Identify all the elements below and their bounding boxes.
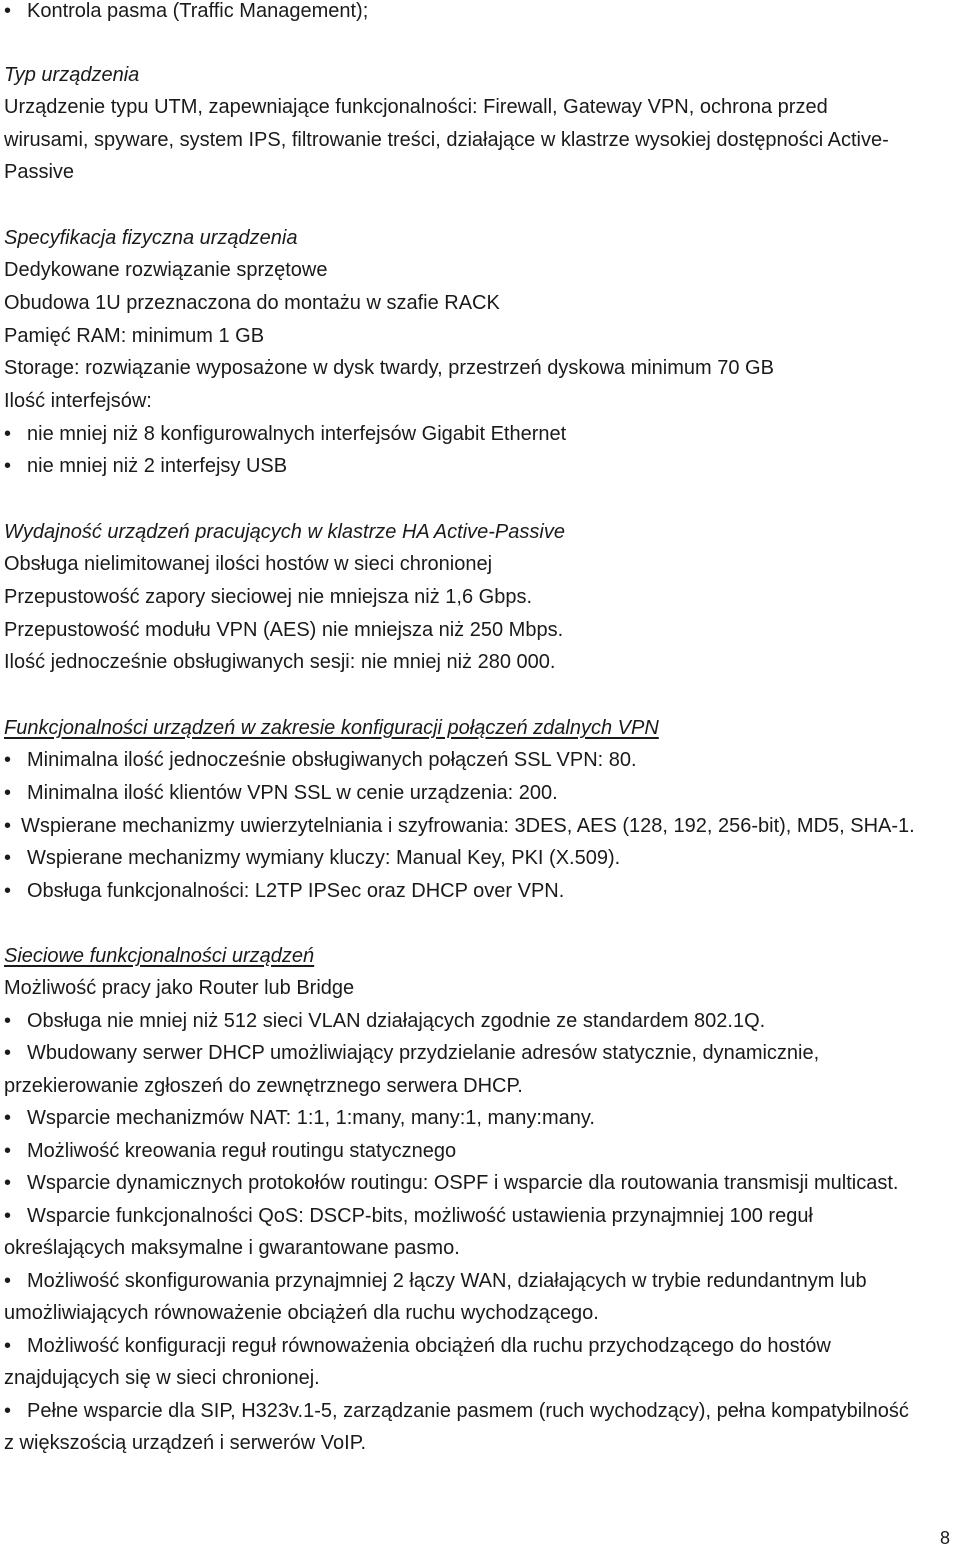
section-heading-performance: Wydajność urządzeń pracujących w klastrze HA Active-Passive (4, 521, 565, 543)
list-item-continuation: z większością urządzeń i serwerów VoIP. (4, 1432, 367, 1454)
paragraph-line: Passive (4, 161, 75, 183)
list-item: Wspierane mechanizmy wymiany kluczy: Manual Key, PKI (X.509). (27, 847, 621, 869)
list-item: Pełne wsparcie dla SIP, H323v.1-5, zarządzanie pasmem (ruch wychodzący), pełna kompatybilność (27, 1400, 909, 1422)
paragraph-line: Przepustowość zapory sieciowej nie mniejsza niż 1,6 Gbps. (4, 586, 533, 608)
bullet-marker (4, 1330, 24, 1363)
section-heading-network: Sieciowe funkcjonalności urządzeń (4, 945, 315, 967)
list-item: Możliwość kreowania reguł routingu statycznego (27, 1140, 457, 1162)
list-item: Minimalna ilość jednocześnie obsługiwanych połączeń SSL VPN: 80. (27, 749, 637, 771)
bullet-marker (4, 1005, 24, 1038)
list-item: Możliwość skonfigurowania przynajmniej 2 łączy WAN, działających w trybie redundantnym lub (27, 1270, 867, 1292)
list-item: Obsługa funkcjonalności: L2TP IPSec oraz DHCP over VPN. (27, 880, 565, 902)
bullet-marker (4, 450, 24, 483)
list-item-continuation: określających maksymalne i gwarantowane pasmo. (4, 1237, 460, 1259)
list-item: Wsparcie funkcjonalności QoS: DSCP-bits, możliwość ustawienia przynajmniej 100 reguł (27, 1205, 813, 1227)
list-item: Obsługa nie mniej niż 512 sieci VLAN działających zgodnie ze standardem 802.1Q. (27, 1010, 766, 1032)
list-item: Wsparcie dynamicznych protokołów routingu: OSPF i wsparcie dla routowania transmisji multicast. (27, 1172, 899, 1194)
paragraph-line: Ilość interfejsów: (4, 390, 152, 412)
bullet-marker (4, 0, 24, 28)
list-item-continuation: znajdujących się w sieci chronionej. (4, 1367, 320, 1389)
list-item-continuation: przekierowanie zgłoszeń do zewnętrznego serwera DHCP. (4, 1075, 523, 1097)
list-item: nie mniej niż 2 interfejsy USB (27, 455, 288, 477)
paragraph-line: Storage: rozwiązanie wyposażone w dysk twardy, przestrzeń dyskowa minimum 70 GB (4, 357, 774, 379)
list-item: Możliwość konfiguracji reguł równoważenia obciążeń dla ruchu przychodzącego do hostów (27, 1335, 831, 1357)
bullet-marker (4, 875, 24, 908)
list-item: Wbudowany serwer DHCP umożliwiający przydzielanie adresów statycznie, dynamicznie, (27, 1042, 820, 1064)
list-item-continuation: umożliwiających równoważenie obciążeń dla ruchu wychodzącego. (4, 1302, 599, 1324)
section-heading-vpn: Funkcjonalności urządzeń w zakresie konfiguracji połączeń zdalnych VPN (4, 717, 659, 739)
paragraph-line: Dedykowane rozwiązanie sprzętowe (4, 259, 328, 281)
section-heading-physical-spec: Specyfikacja fizyczna urządzenia (4, 227, 298, 249)
bullet-marker (4, 744, 24, 777)
paragraph-line: Obudowa 1U przeznaczona do montażu w szafie RACK (4, 292, 500, 314)
list-item: Wsparcie mechanizmów NAT: 1:1, 1:many, many:1, many:many. (27, 1107, 595, 1129)
bullet-marker (4, 1395, 24, 1428)
bullet-marker (4, 842, 24, 875)
page-number: 8 (939, 1528, 950, 1548)
bullet-marker (4, 1167, 24, 1200)
bullet-marker (4, 777, 24, 810)
paragraph-line: Możliwość pracy jako Router lub Bridge (4, 977, 355, 999)
list-item: Kontrola pasma (Traffic Management); (27, 0, 369, 22)
paragraph-line: Urządzenie typu UTM, zapewniające funkcjonalności: Firewall, Gateway VPN, ochrona przed (4, 96, 828, 118)
bullet-marker (4, 1102, 24, 1135)
bullet-marker (4, 418, 24, 451)
paragraph-line: Ilość jednocześnie obsługiwanych sesji: nie mniej niż 280 000. (4, 651, 556, 673)
bullet-marker (4, 1135, 24, 1168)
paragraph-line: wirusami, spyware, system IPS, filtrowanie treści, działające w klastrze wysokiej dostępności Active- (4, 129, 889, 151)
bullet-marker (4, 1200, 24, 1233)
bullet-marker (4, 1037, 24, 1070)
list-item: nie mniej niż 8 konfigurowalnych interfejsów Gigabit Ethernet (27, 423, 567, 445)
paragraph-line: Obsługa nielimitowanej ilości hostów w sieci chronionej (4, 553, 493, 575)
list-item: Minimalna ilość klientów VPN SSL w cenie urządzenia: 200. (27, 782, 558, 804)
paragraph-line: Przepustowość modułu VPN (AES) nie mniejsza niż 250 Mbps. (4, 619, 564, 641)
paragraph-line: Pamięć RAM: minimum 1 GB (4, 325, 265, 347)
section-heading-device-type: Typ urządzenia (4, 64, 140, 86)
list-item: Wspierane mechanizmy uwierzytelniania i szyfrowania: 3DES, AES (128, 192, 256-bit), MD5, SHA-1. (21, 815, 915, 837)
bullet-marker (4, 1265, 24, 1298)
